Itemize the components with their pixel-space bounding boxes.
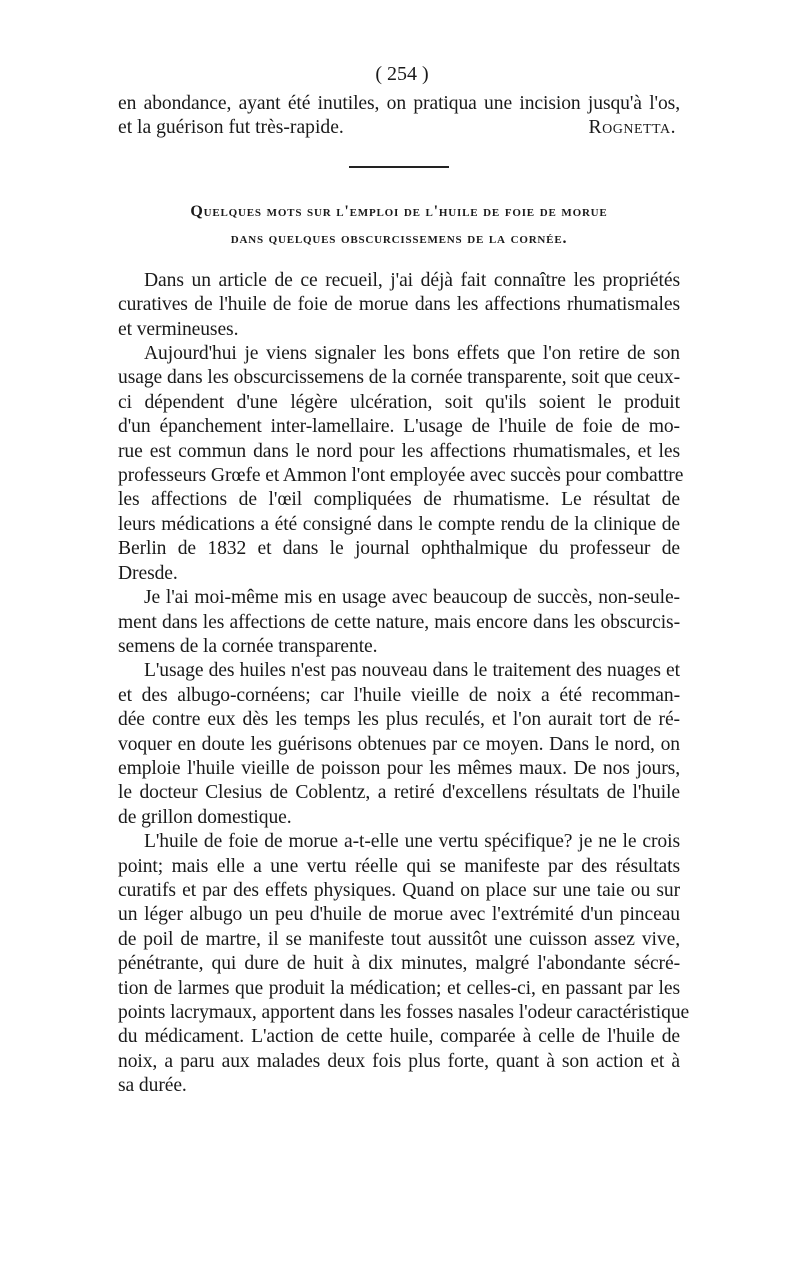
text-line: le docteur Clesius de Coblentz, a retiré d'excellens résultats de l'huile — [118, 782, 680, 804]
text-line: Dresde. — [118, 562, 178, 584]
article-title-line: dans quelques obscurcissemens de la cornée. — [230, 229, 568, 247]
closing-line: et la guérison fut très-rapide. — [118, 117, 344, 139]
text-line: professeurs Grœfe et Ammon l'ont employée avec succès pour combattre — [118, 465, 684, 487]
text-line: et vermineuses. — [118, 318, 239, 340]
text-line: emploie l'huile vieille de poisson pour les mêmes maux. De nos jours, — [118, 757, 680, 779]
text-line: point; mais elle a une vertu réelle qui se manifeste par des résultats — [118, 855, 680, 877]
text-line: les affections de l'œil compliquées de rhumatisme. Le résultat de — [118, 489, 680, 511]
text-line: pénétrante, qui dure de huit à dix minutes, malgré l'abondante sécré- — [118, 953, 680, 975]
page-number: ( 254 ) — [375, 63, 429, 85]
text-line: curatifs et par des effets physiques. Quand on place sur une taie ou sur — [118, 879, 680, 901]
text-line: curatives de l'huile de foie de morue dans les affections rhumatismales — [118, 294, 680, 316]
author-signature: Rognetta. — [588, 117, 676, 139]
text-line: sa durée. — [118, 1075, 187, 1097]
text-line: points lacrymaux, apportent dans les fosses nasales l'odeur caractéristique — [118, 1002, 690, 1023]
paragraph — [118, 342, 684, 586]
text-line: rue est commun dans le nord pour les affections rhumatismales, et les — [118, 440, 680, 462]
text-line: du médicament. L'action de cette huile, comparée à celle de l'huile de — [118, 1026, 680, 1048]
paragraph — [118, 586, 680, 659]
paragraph — [118, 830, 690, 1098]
text-line: Je l'ai moi-même mis en usage avec beaucoup de succès, non-seule- — [144, 587, 680, 609]
text-line: dée contre eux dès les temps les plus reculés, et l'on aurait tort de ré- — [118, 709, 680, 731]
text-line: Berlin de 1832 et dans le journal ophthalmique du professeur de — [118, 538, 680, 560]
text-line: usage dans les obscurcissemens de la cornée transparente, soit que ceux- — [118, 367, 680, 389]
article-body — [118, 269, 690, 1099]
text-line: leurs médications a été consigné dans le compte rendu de la clinique de — [118, 513, 680, 535]
text-line: semens de la cornée transparente. — [118, 635, 378, 657]
paragraph — [118, 659, 680, 830]
text-line: L'usage des huiles n'est pas nouveau dans le traitement des nuages et — [144, 660, 680, 682]
section-divider — [349, 166, 449, 168]
text-line: de poil de martre, il se manifeste tout aussitôt une cuisson assez vive, — [118, 928, 680, 950]
text-line: Aujourd'hui je viens signaler les bons effets que l'on retire de son — [144, 343, 680, 365]
text-line: tion de larmes que produit la médication; et celles-ci, en passant par les — [118, 977, 680, 999]
text-line: ment dans les affections de cette nature, mais encore dans les obscurcis- — [118, 611, 680, 633]
text-line: ci dépendent d'une légère ulcération, soit qu'ils soient le produit — [118, 391, 680, 413]
text-line: voquer en doute les guérisons obtenues par ce moyen. Dans le nord, on — [118, 733, 680, 755]
text-line: un léger albugo un peu d'huile de morue avec l'extrémité d'un pinceau — [118, 904, 680, 926]
text-line: d'un épanchement inter-lamellaire. L'usage de l'huile de foie de mo- — [118, 416, 680, 438]
book-page — [118, 62, 690, 1099]
text-line: Dans un article de ce recueil, j'ai déjà fait connaître les propriétés — [144, 269, 680, 291]
text-line: L'huile de foie de morue a-t-elle une vertu spécifique? je ne le crois — [144, 831, 680, 853]
text-line: noix, a paru aux malades deux fois plus forte, quant à son action et à — [118, 1050, 680, 1072]
text-line: et des albugo-cornéens; car l'huile vieille de noix a été recomman- — [118, 684, 680, 706]
previous-article-ending — [118, 92, 680, 141]
article-title — [118, 198, 680, 252]
closing-row — [118, 116, 680, 140]
text-line: en abondance, ayant été inutiles, on pratiqua une incision jusqu'à l'os, — [118, 93, 680, 114]
article-title-line: Quelques mots sur l'emploi de l'huile de foie de morue — [190, 202, 608, 220]
text-line: de grillon domestique. — [118, 806, 292, 828]
paragraph — [118, 269, 680, 342]
